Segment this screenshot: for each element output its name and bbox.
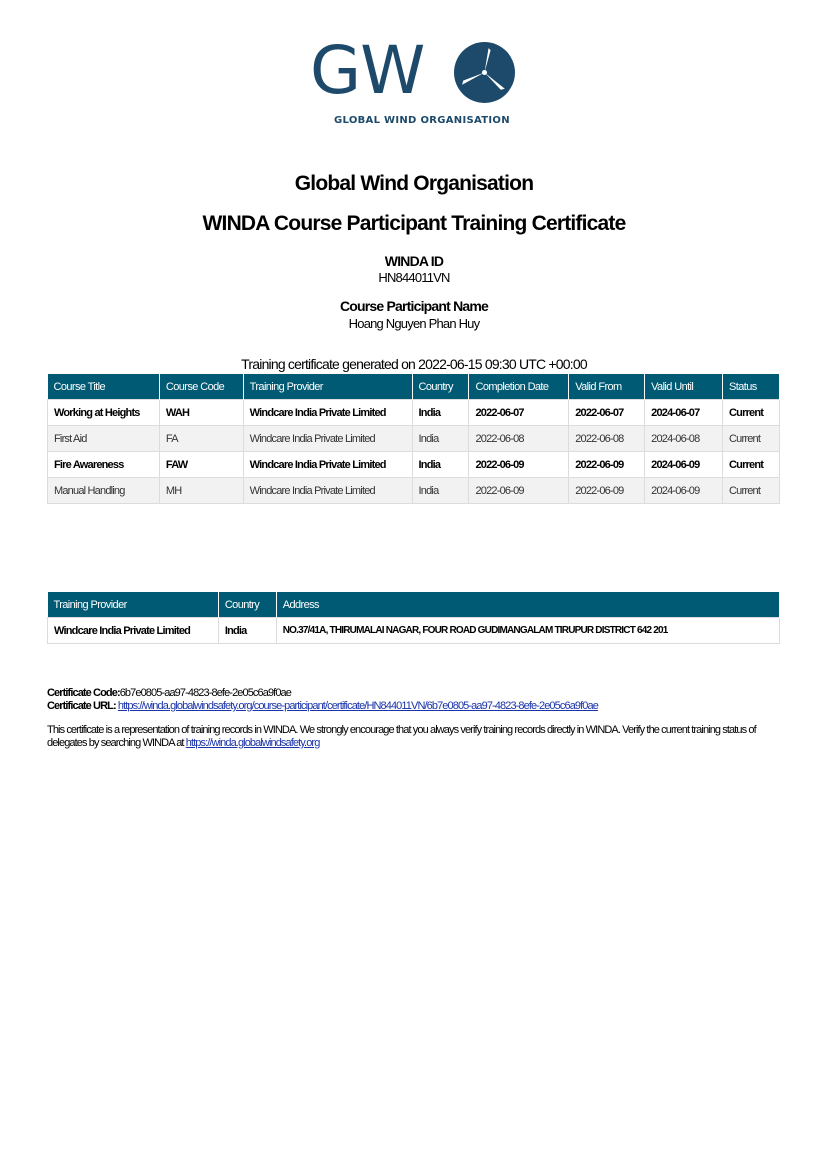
logo-subtitle: GLOBAL WIND ORGANISATION [334,115,510,126]
table-cell: FAW [159,452,243,478]
table-cell: 2024-06-09 [645,478,723,504]
table-cell: Windcare India Private Limited [243,478,412,504]
column-header: Course Title [48,374,160,400]
winda-id-label: WINDA ID [384,253,444,269]
providers-table [47,592,780,644]
table-cell: Current [723,478,780,504]
table-cell: 2024-06-09 [645,452,723,478]
table-cell: MH [159,478,243,504]
gwo-logo [310,32,520,130]
table-cell: WAH [159,400,243,426]
certificate-url-label: Certificate URL: [47,700,116,712]
courses-table [47,374,780,504]
table-cell: 2022-06-08 [469,426,569,452]
providers-header-row [48,592,780,618]
column-header: Completion Date [469,374,569,400]
table-row [48,452,780,478]
table-cell: Current [723,400,780,426]
table-cell: 2024-06-07 [645,400,723,426]
table-cell: India [412,452,469,478]
table-cell: 2022-06-07 [469,400,569,426]
table-cell: 2022-06-09 [469,452,569,478]
certificate-title: WINDA Course Participant Training Certificate [202,212,626,235]
table-cell: Manual Handling [48,478,160,504]
table-cell: Windcare India Private Limited [243,426,412,452]
certificate-code-label: Certificate Code: [47,687,120,699]
table-cell: Windcare India Private Limited [48,618,219,644]
column-header: Status [723,374,780,400]
wind-turbine-icon [454,42,515,103]
org-title: Global Wind Organisation [294,172,534,195]
table-cell: 2022-06-09 [469,478,569,504]
disclaimer-body: This certificate is a representation of training records in WINDA. We strongly encourage that you always verify training records directly in WINDA. Verify the current training status of delegates by searching WINDA at [47,724,756,749]
certificate-url-link[interactable]: https://winda.globalwindsafety.org/course-participant/certificate/HN844011VN/6b7e0805-aa97-4823-8efe-2e05c6a9f0ae [117,700,598,712]
courses-header-row [48,374,780,400]
table-row [48,478,780,504]
table-cell: India [412,426,469,452]
logo-letters: GW [310,32,425,109]
table-cell: Windcare India Private Limited [243,452,412,478]
column-header: Course Code [159,374,243,400]
table-cell: NO.37/41A, THIRUMALAI NAGAR, FOUR ROAD GUDIMANGALAM TIRUPUR DISTRICT 642 201 [276,618,779,644]
table-cell: 2022-06-09 [569,478,645,504]
table-cell: Windcare India Private Limited [243,400,412,426]
table-row [48,426,780,452]
table-cell: India [412,478,469,504]
table-cell: FA [159,426,243,452]
table-cell: Working at Heights [48,400,160,426]
column-header: Country [218,592,276,618]
table-row [48,618,780,644]
disclaimer-text [47,724,782,750]
winda-id-value: HN844011VN [378,270,450,285]
column-header: Training Provider [243,374,412,400]
table-cell: Current [723,452,780,478]
table-cell: 2022-06-08 [569,426,645,452]
table-cell: Current [723,426,780,452]
winda-link[interactable]: https://winda.globalwindsafety.org [185,737,320,749]
table-cell: India [412,400,469,426]
generated-timestamp: Training certificate generated on 2022-06-15 09:30 UTC +00:00 [241,356,587,372]
column-header: Training Provider [48,592,219,618]
column-header: Valid From [569,374,645,400]
table-cell: 2022-06-09 [569,452,645,478]
certificate-code-line [47,687,782,700]
participant-name-label: Course Participant Name [339,298,489,314]
table-cell: First Aid [48,426,160,452]
certificate-code-value: 6b7e0805-aa97-4823-8efe-2e05c6a9f0ae [119,687,291,699]
column-header: Address [276,592,779,618]
table-cell: Fire Awareness [48,452,160,478]
column-header: Country [412,374,469,400]
certificate-url-line [47,700,782,713]
table-cell: India [218,618,276,644]
table-row [48,400,780,426]
table-cell: 2024-06-08 [645,426,723,452]
participant-name-value: Hoang Nguyen Phan Huy [348,316,480,331]
table-cell: 2022-06-07 [569,400,645,426]
column-header: Valid Until [645,374,723,400]
